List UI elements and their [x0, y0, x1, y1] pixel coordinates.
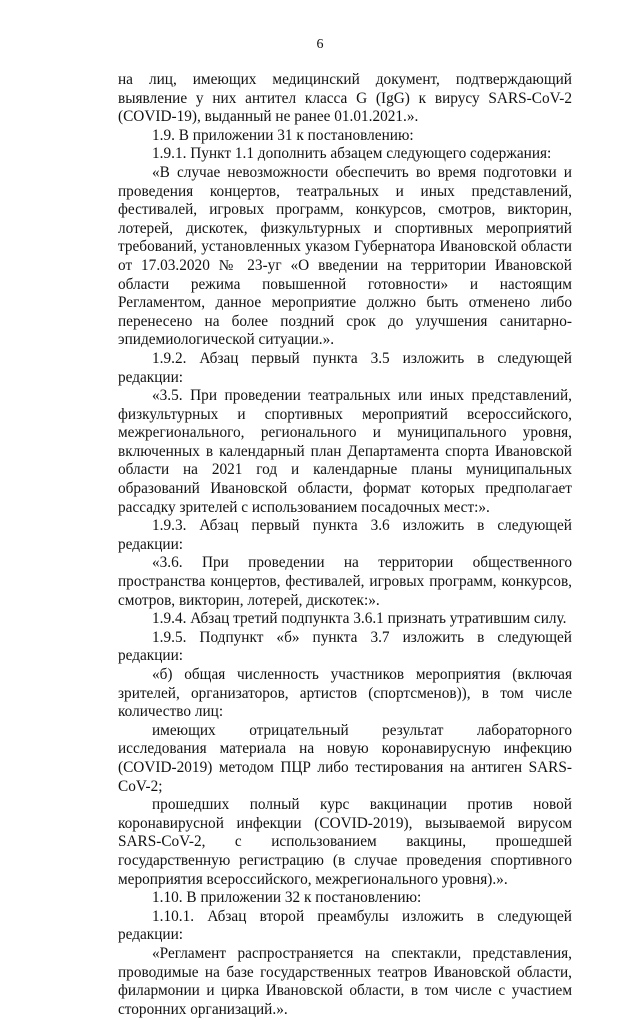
- paragraph-1-9-4: 1.9.4. Абзац третий подпункта 3.6.1 признать утратившим силу.: [152, 610, 567, 628]
- paragraph-1-9-1: 1.9.1. Пункт 1.1 дополнить абзацем следующего содержания:: [152, 145, 552, 163]
- paragraph-1-9-2: 1.9.2. Абзац первый пункта 3.5 изложить в следующей редакции:: [118, 349, 572, 386]
- paragraph-quote-b: «б) общая численность участников мероприятия (включая зрителей, организаторов, артистов (спортсменов)), в том числе количество лиц:: [118, 666, 572, 721]
- paragraph-quote-1-1: «В случае невозможности обеспечить во время подготовки и проведения концертов, театральных и иных представлений, фестивалей, игровых программ, конкурсов, смотров, викторин, лотерей, дискотек, физкультурных и спортивных мероприятий требований, установленных указом Губернатора Ивановской области от 17.03.2020 № 23-уг «О введении на территории Ивановской области режима повышенной готовности» и настоящим Регламентом, данное мероприятие должно быть отменено либо перенесено на более поздний срок до улучшения санитарно-эпидемиологической ситуации.».: [118, 163, 572, 349]
- document-body: [118, 71, 572, 1019]
- paragraph-1-9: 1.9. В приложении 31 к постановлению:: [152, 126, 414, 144]
- paragraph-1-9-3: 1.9.3. Абзац первый пункта 3.6 изложить в следующей редакции:: [118, 517, 572, 553]
- paragraph-quote-3-6: «3.6. При проведении на территории общественного пространства концертов, фестивалей, игровых программ, конкурсов, смотров, викторин, лотерей, дискотек:».: [118, 554, 572, 609]
- paragraph-quote-regulation: «Регламент распространяется на спектакли, представления, проводимые на базе государственных театров Ивановской области, филармонии и цирка Ивановской области, в том числе с участием сторонних организаций.».: [118, 944, 572, 1018]
- paragraph-1-10-1: 1.10.1. Абзац второй преамбулы изложить в следующей редакции:: [118, 907, 572, 944]
- paragraph-quote-3-5: «3.5. При проведении театральных или иных представлений, физкультурных и спортивных мероприятий всероссийского, межрегионального, регионального и муниципального уровня, включенных в календарный план Департамента спорта Ивановской области на 2021 год и календарные планы муниципальных образований Ивановской области, формат которых предполагает рассадку зрителей с использованием посадочных мест:».: [118, 387, 572, 516]
- paragraph-negative-test: имеющих отрицательный результат лабораторного исследования материала на новую коронавирусную инфекцию (COVID-2019) методом ПЦР либо тестирования на антиген SARS-CoV-2;: [118, 721, 572, 795]
- paragraph-vaccinated: прошедших полный курс вакцинации против новой коронавирусной инфекции (COVID-2019), вызываемой вирусом SARS-CoV-2, с использованием вакцины, прошедшей государственную регистрацию (в случае проведения спортивного мероприятия всероссийского, межрегионального уровня).».: [118, 796, 572, 888]
- page-number: 6: [316, 37, 324, 52]
- paragraph-1-9-5: 1.9.5. Подпункт «б» пункта 3.7 изложить в следующей редакции:: [118, 628, 572, 665]
- paragraph-1-10: 1.10. В приложении 32 к постановлению:: [152, 889, 422, 907]
- paragraph-continuation: на лиц, имеющих медицинский документ, подтверждающий выявление у них антител класса G (IgG) к вирусу SARS-CoV-2 (COVID-19), выданный не ранее 01.01.2021.».: [118, 71, 572, 126]
